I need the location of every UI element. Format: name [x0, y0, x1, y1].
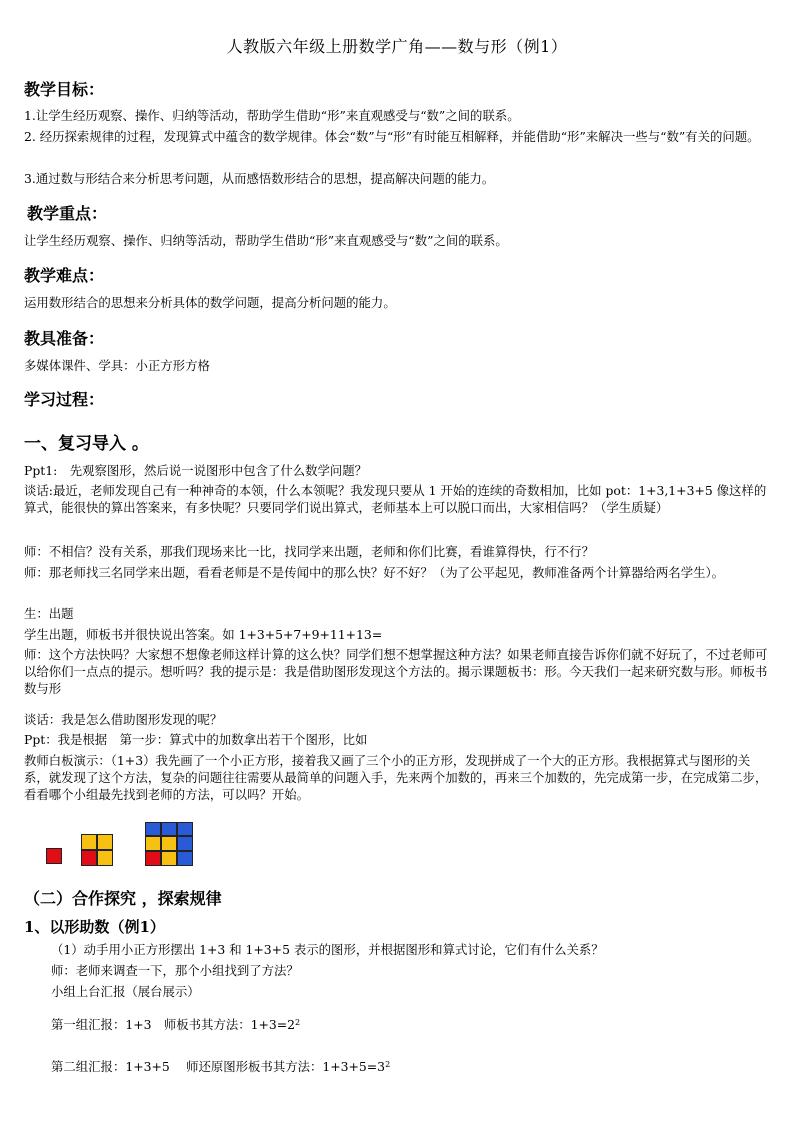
key-points-heading: 教学重点： — [27, 204, 108, 223]
report-2-exponent: 2 — [385, 1060, 391, 1069]
square-3x3-cell — [177, 851, 193, 866]
objective-2: 2. 经历探索规律的过程，发现算式中蕴含的数学规律。体会“数”与“形”有时能互相解释，并能借助“形”来解决一些与“数”有关的问题。 — [24, 129, 760, 144]
materials-heading: 教具准备： — [24, 329, 105, 348]
key-points-text: 让学生经历观察、操作、归纳等活动，帮助学生借助“形”来直观感受与“数”之间的联系。 — [24, 233, 508, 248]
square-3x3-cell — [161, 822, 177, 836]
explore-sub-heading: 1、以形助数（例1） — [24, 918, 165, 936]
square-3x3-cell — [145, 851, 161, 866]
square-2x2-cell — [97, 834, 113, 850]
review-paragraph: Ppt：我是根据 第一步：算式中的加数拿出若干个图形，比如 — [24, 732, 368, 747]
materials-text: 多媒体课件、学具：小正方形方格 — [24, 358, 210, 373]
objectives-heading: 教学目标： — [24, 80, 105, 99]
review-paragraph: 教师白板演示：（1+3）我先画了一个小正方形，接着我又画了三个小的正方形，发现拼成了一个大的正方形。我根据算式与图形的关系，就发现了这个方法，复杂的问题往往需要从最简单的问题入手，先来两个加数的，再来三个加数的，先完成第一步，在完成第二步，看看哪个小组最先找到老师的方法，可以吗？开始。 — [24, 753, 768, 802]
square-3x3-cell — [177, 822, 193, 836]
report-2-text: 第二组汇报：1+3+5 师还原图形板书其方法：1+3+5=3 — [51, 1059, 386, 1074]
explore-line: （1）动手用小正方形摆出 1+3 和 1+3+5 表示的图形，并根据图形和算式讨论，它们有什么关系？ — [51, 942, 604, 957]
review-paragraph: 师：这个方法快吗？大家想不想像老师这样计算的这么快？同学们想不想掌握这种方法？如果老师直接告诉你们就不好玩了，不过老师可以给你们一点点的提示。想听吗？我的提示是：我是借助图形发现这个方法的。揭示课题板书：形。今天我们一起来研究数与形。师板书 数与形 — [24, 647, 780, 696]
review-paragraph: 学生出题，师板书并很快说出答案。如 1+3+5+7+9+11+13= — [24, 627, 383, 642]
report-1-text: 第一组汇报：1+3 师板书其方法：1+3=2 — [51, 1017, 296, 1032]
review-paragraph: 生：出题 — [24, 606, 74, 621]
process-heading: 学习过程： — [24, 390, 105, 409]
square-3x3-cell — [161, 851, 177, 866]
square-3x3-cell — [161, 836, 177, 851]
explore-line: 小组上台汇报（展台展示） — [51, 984, 200, 999]
review-paragraph: 师：那老师找三名同学来出题，看看老师是不是传闻中的那么快？好不好？（为了公平起见，教师准备两个计算器给两名学生）。 — [24, 565, 725, 580]
square-1 — [46, 848, 62, 864]
objective-3: 3.通过数与形结合来分析思考问题，从而感悟数形结合的思想，提高解决问题的能力。 — [24, 171, 495, 186]
review-paragraph: 谈话：我是怎么借助图形发现的呢？ — [24, 712, 223, 727]
review-paragraph: 师：不相信？没有关系，那我们现场来比一比，找同学来出题，老师和你们比赛，看谁算得快，行不行？ — [24, 544, 594, 559]
difficulties-text: 运用数形结合的思想来分析具体的数学问题，提高分析问题的能力。 — [24, 295, 396, 310]
review-paragraph: Ppt1: 先观察图形，然后说一说图形中包含了什么数学问题？ — [24, 463, 368, 478]
report-2 — [51, 1058, 390, 1075]
objective-1: 1.让学生经历观察、操作、归纳等活动，帮助学生借助“形”来直观感受与“数”之间的联系。 — [24, 108, 520, 123]
review-heading: 一、复习导入 。 — [24, 434, 149, 454]
explore-heading: （二）合作探究 ，探索规律 — [24, 889, 222, 908]
square-2x2-cell — [81, 850, 97, 866]
explore-line: 师：老师来调查一下，那个小组找到了方法？ — [51, 963, 299, 978]
square-2x2-cell — [81, 834, 97, 850]
square-3x3-cell — [177, 836, 193, 851]
review-paragraph: 谈话:最近，老师发现自己有一种神奇的本领，什么本领呢？我发现只要从 1 开始的连续的奇数相加，比如 pot：1+3,1+3+5 像这样的算式，能很快的算出答案来，有多快呢？只要同学们说出算式，老师基本上可以脱口而出，大家相信吗？（学生质疑） — [24, 483, 767, 515]
difficulties-heading: 教学难点： — [24, 266, 105, 285]
square-3x3-cell — [145, 822, 161, 836]
report-1 — [51, 1016, 300, 1033]
square-2x2-cell — [97, 850, 113, 866]
square-3x3-cell — [145, 836, 161, 851]
page-title: 人教版六年级上册数学广角——数与形（例1） — [226, 37, 568, 56]
report-1-exponent: 2 — [295, 1018, 301, 1027]
